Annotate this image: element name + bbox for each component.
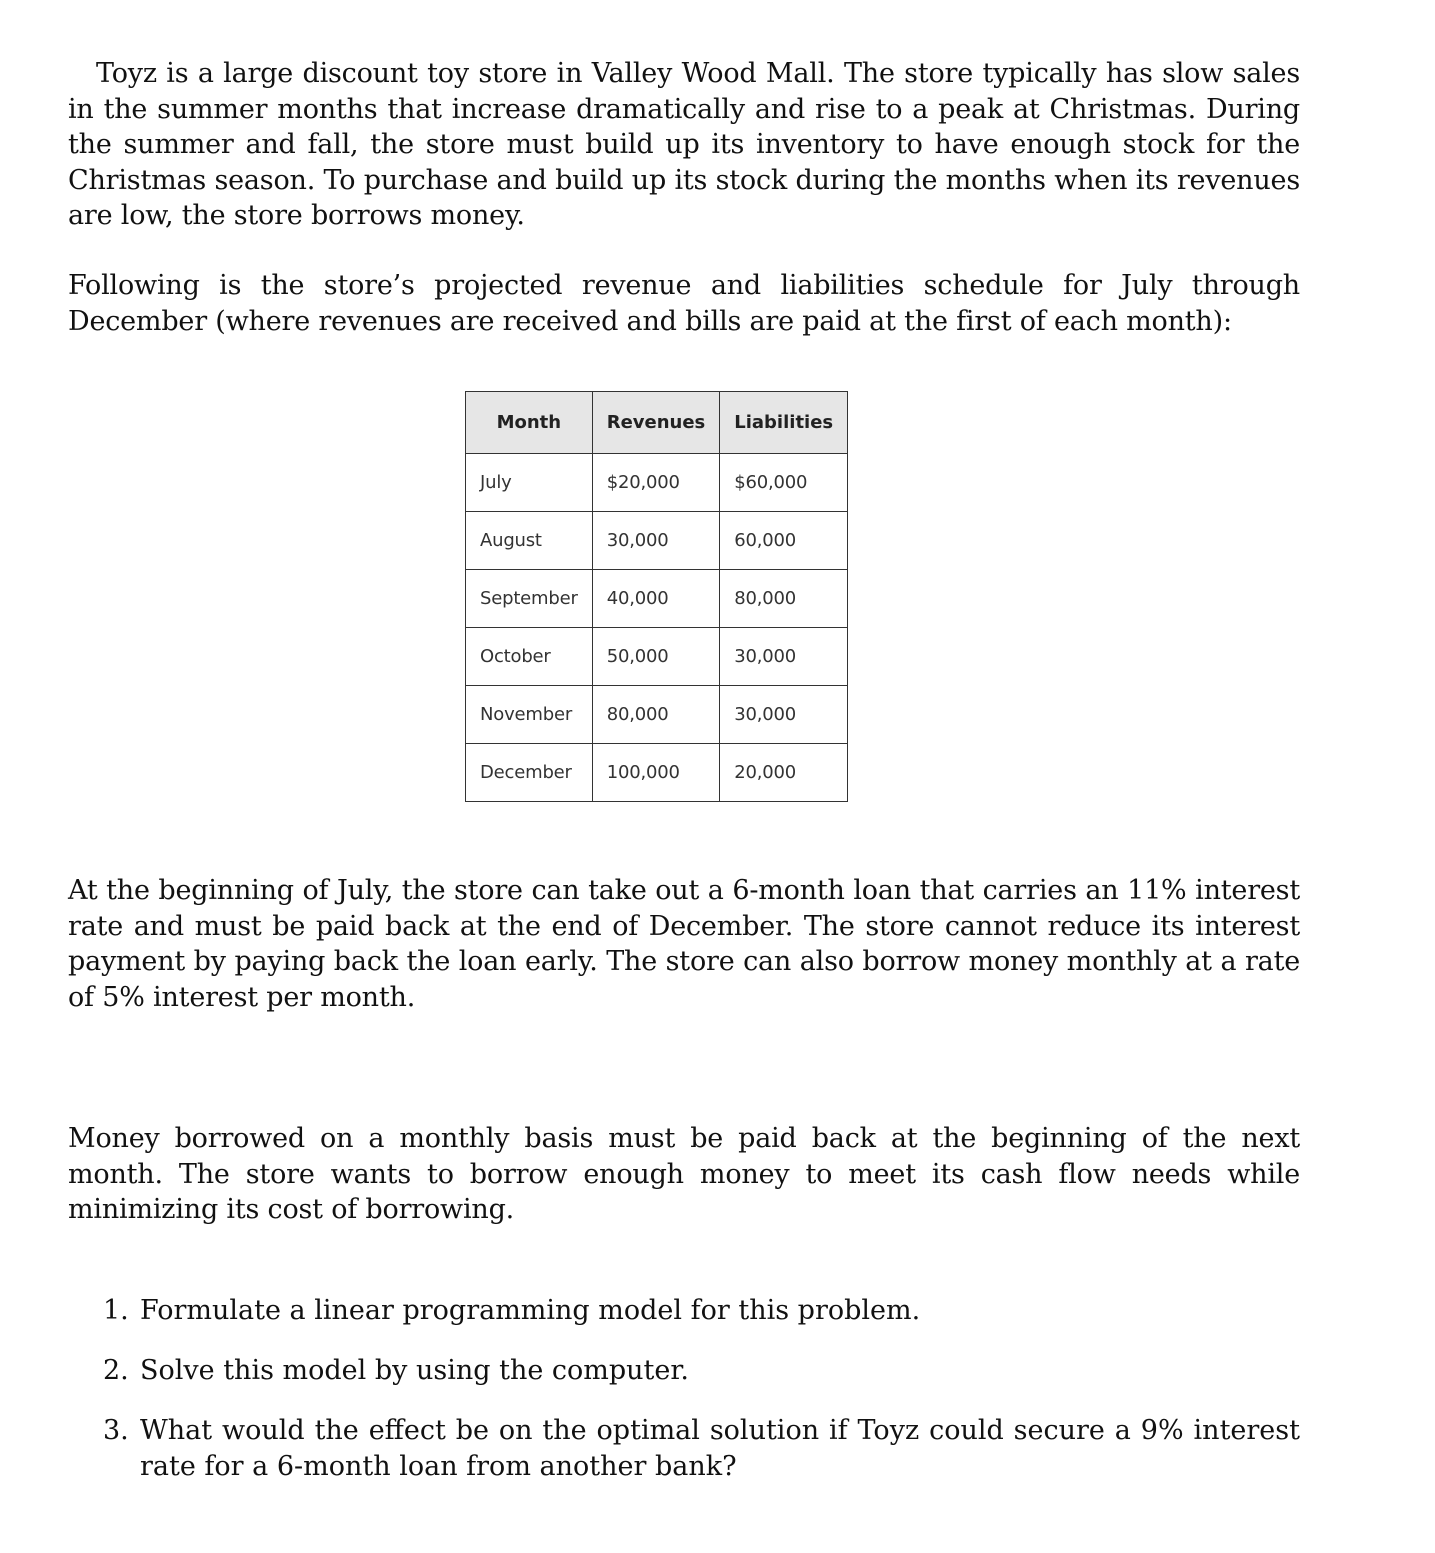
question-number: 1. [103, 1295, 129, 1326]
question-list [103, 1293, 1300, 1509]
table-row [466, 454, 848, 512]
cell-revenue: 30,000 [592, 512, 720, 570]
cell-month: August [466, 512, 593, 570]
question-number: 2. [103, 1355, 129, 1386]
cell-revenue: 50,000 [592, 628, 720, 686]
cell-revenue: 100,000 [592, 744, 720, 802]
cell-liability: $60,000 [720, 454, 848, 512]
table-row [466, 744, 848, 802]
objective-paragraph: Money borrowed on a monthly basis must be paid back at the beginning of the next month. The store wants to borrow enough money to meet its cash flow needs while minimizing its cost of borrowing. [68, 1123, 1300, 1225]
table-row [466, 686, 848, 744]
cell-revenue: 80,000 [592, 686, 720, 744]
cell-month: November [466, 686, 593, 744]
question-number: 3. [103, 1415, 129, 1446]
cell-month: July [466, 454, 593, 512]
header-month: Month [466, 392, 593, 454]
loan-terms-paragraph: At the beginning of July, the store can take out a 6-month loan that carries an 11% interest rate and must be paid back at the end of December. The store cannot reduce its interest payment by paying back the loan early. The store can also borrow money monthly at a rate of 5% interest per month. [68, 875, 1300, 1013]
table-header-row [466, 392, 848, 454]
question-item [103, 1413, 1300, 1484]
cell-month: December [466, 744, 593, 802]
question-item [103, 1353, 1300, 1389]
header-revenues: Revenues [592, 392, 720, 454]
question-text: Formulate a linear programming model for this problem. [140, 1295, 921, 1326]
cell-liability: 30,000 [720, 628, 848, 686]
cell-revenue: 40,000 [592, 570, 720, 628]
header-liabilities: Liabilities [720, 392, 848, 454]
table-row [466, 570, 848, 628]
cell-revenue: $20,000 [592, 454, 720, 512]
question-item [103, 1293, 1300, 1329]
cell-liability: 60,000 [720, 512, 848, 570]
cell-liability: 20,000 [720, 744, 848, 802]
revenue-liabilities-table [465, 391, 848, 802]
intro-paragraph: Toyz is a large discount toy store in Valley Wood Mall. The store typically has slow sales in the summer months that increase dramatically and rise to a peak at Christmas. During the summer and fall, the store must build up its inventory to have enough stock for the Christmas season. To purchase and build up its stock during the months when its revenues are low, the store borrows money. [68, 58, 1300, 231]
schedule-intro-paragraph: Following is the store’s projected revenue and liabilities schedule for July through December (where revenues are received and bills are paid at the first of each month): [68, 270, 1300, 337]
table-row [466, 512, 848, 570]
cell-liability: 80,000 [720, 570, 848, 628]
question-text: Solve this model by using the computer. [140, 1355, 689, 1386]
cell-month: October [466, 628, 593, 686]
cell-month: September [466, 570, 593, 628]
cell-liability: 30,000 [720, 686, 848, 744]
question-text: What would the effect be on the optimal solution if Toyz could secure a 9% interest rate for a 6-month loan from another bank? [140, 1415, 1300, 1482]
table-row [466, 628, 848, 686]
